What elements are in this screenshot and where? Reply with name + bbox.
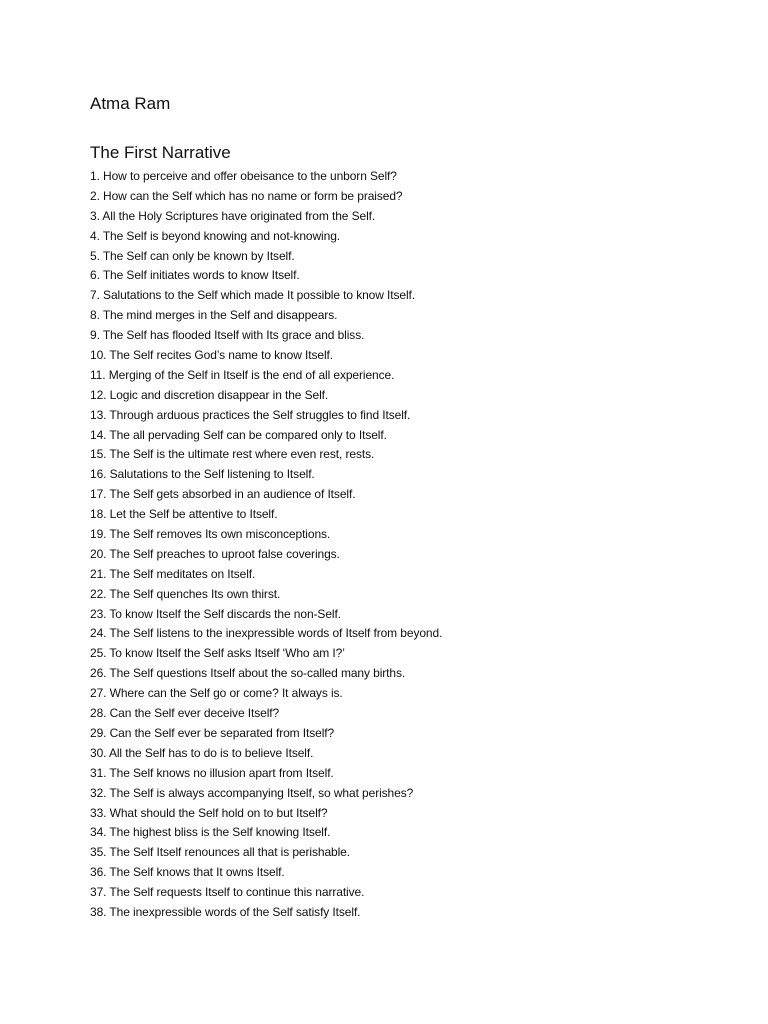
verse-item: 13. Through arduous practices the Self struggles to find Itself. bbox=[90, 407, 411, 422]
verse-item: 18. Let the Self be attentive to Itself. bbox=[90, 507, 278, 522]
document-title: Atma Ram bbox=[90, 94, 171, 113]
verse-item: 10. The Self recites God’s name to know Itself. bbox=[90, 348, 333, 363]
verse-item: 34. The highest bliss is the Self knowing Itself. bbox=[90, 825, 331, 840]
verse-item: 23. To know Itself the Self discards the non-Self. bbox=[90, 606, 341, 621]
verse-item: 3. All the Holy Scriptures have originated from the Self. bbox=[90, 208, 376, 223]
verse-item: 38. The inexpressible words of the Self satisfy Itself. bbox=[90, 904, 361, 919]
verse-item: 14. The all pervading Self can be compared only to Itself. bbox=[90, 427, 387, 442]
verse-item: 32. The Self is always accompanying Itself, so what perishes? bbox=[90, 785, 414, 800]
verse-item: 8. The mind merges in the Self and disappears. bbox=[90, 308, 338, 323]
verse-item: 36. The Self knows that It owns Itself. bbox=[90, 865, 285, 880]
verse-item: 19. The Self removes Its own misconceptions. bbox=[90, 527, 331, 542]
section-title: The First Narrative bbox=[90, 143, 231, 162]
verse-item: 35. The Self Itself renounces all that is perishable. bbox=[90, 845, 350, 860]
verse-item: 31. The Self knows no illusion apart from Itself. bbox=[90, 765, 334, 780]
verse-item: 1. How to perceive and offer obeisance to the unborn Self? bbox=[90, 169, 397, 183]
verse-item: 26. The Self questions Itself about the so-called many births. bbox=[90, 666, 406, 681]
verse-item: 2. How can the Self which has no name or form be praised? bbox=[90, 188, 403, 203]
verse-item: 22. The Self quenches Its own thirst. bbox=[90, 586, 281, 601]
verse-item: 33. What should the Self hold on to but Itself? bbox=[90, 805, 328, 820]
verse-list bbox=[90, 167, 442, 923]
verse-item: 24. The Self listens to the inexpressible words of Itself from beyond. bbox=[90, 626, 443, 641]
verse-item: 30. All the Self has to do is to believe Itself. bbox=[90, 745, 314, 760]
verse-item: 9. The Self has flooded Itself with Its grace and bliss. bbox=[90, 328, 365, 343]
verse-item: 5. The Self can only be known by Itself. bbox=[90, 248, 295, 263]
verse-item: 28. Can the Self ever deceive Itself? bbox=[90, 706, 280, 721]
verse-item: 15. The Self is the ultimate rest where even rest, rests. bbox=[90, 447, 375, 462]
verse-item: 25. To know Itself the Self asks Itself ‘Who am I?’ bbox=[90, 646, 345, 661]
verse-item: 11. Merging of the Self in Itself is the end of all experience. bbox=[90, 367, 395, 382]
verse-item: 21. The Self meditates on Itself. bbox=[90, 566, 256, 581]
verse-item: 16. Salutations to the Self listening to Itself. bbox=[90, 467, 315, 482]
verse-item: 29. Can the Self ever be separated from Itself? bbox=[90, 725, 335, 740]
verse-item: 6. The Self initiates words to know Itself. bbox=[90, 268, 300, 283]
verse-item: 17. The Self gets absorbed in an audience of Itself. bbox=[90, 487, 356, 502]
verse-item: 7. Salutations to the Self which made It possible to know Itself. bbox=[90, 288, 416, 303]
verse-item: 4. The Self is beyond knowing and not-knowing. bbox=[90, 228, 341, 243]
verse-item: 27. Where can the Self go or come? It always is. bbox=[90, 686, 343, 701]
verse-item: 37. The Self requests Itself to continue this narrative. bbox=[90, 885, 365, 900]
verse-item: 20. The Self preaches to uproot false coverings. bbox=[90, 546, 340, 561]
verse-item: 12. Logic and discretion disappear in the Self. bbox=[90, 387, 329, 402]
